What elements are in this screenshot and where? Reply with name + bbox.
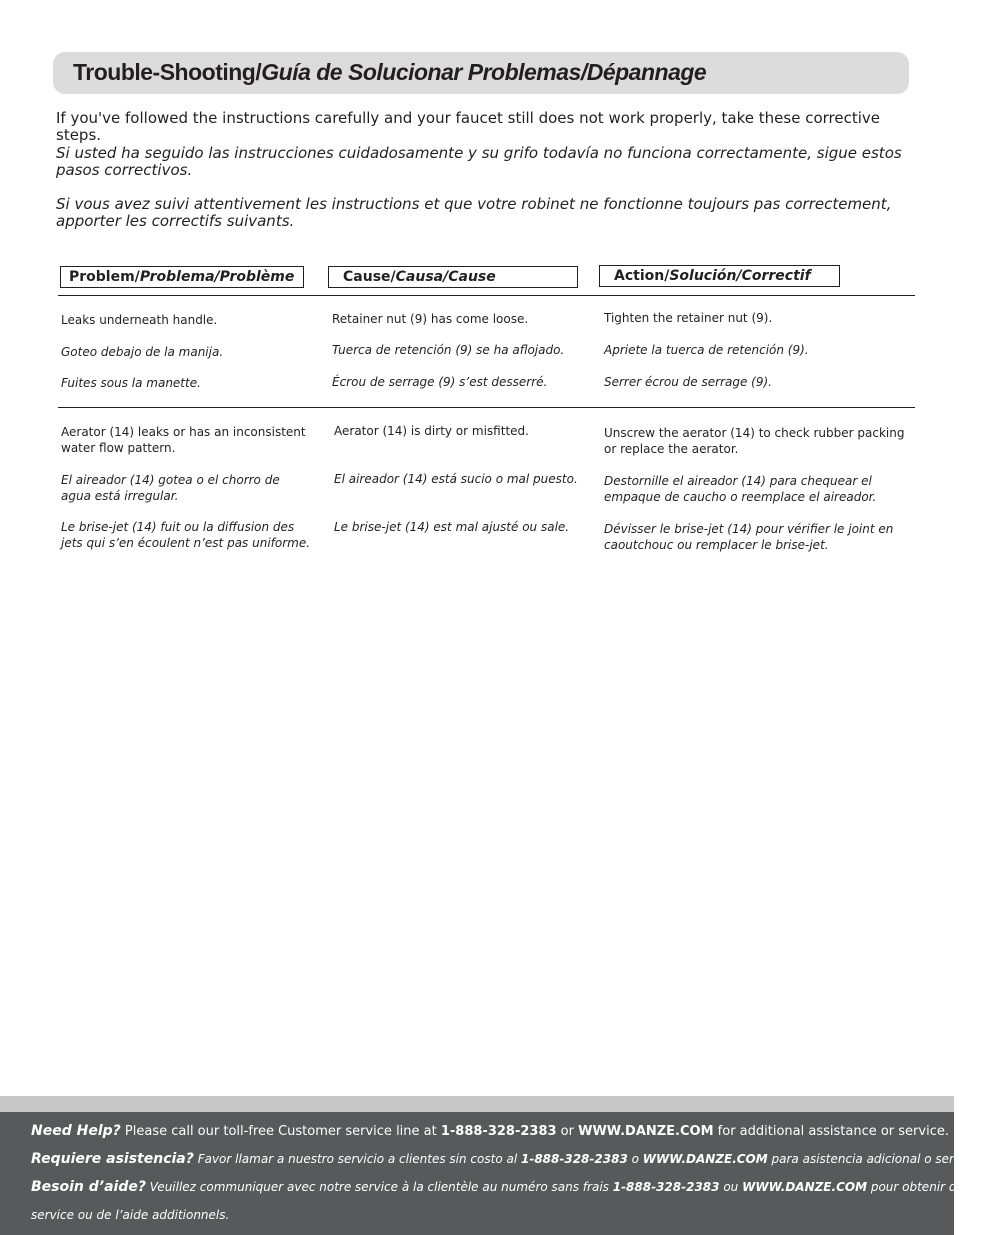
row2-action-es: Destornille el aireador (14) para chequear el empaque de caucho o reemplace el aireador. — [604, 474, 877, 504]
row1-problem-fr: Fuites sous la manette. — [61, 376, 201, 390]
page-title — [73, 59, 706, 86]
row2-cause-fr: Le brise-jet (14) est mal ajusté ou sale. — [334, 520, 570, 534]
row2-cause-es: El aireador (14) está sucio o mal puesto. — [334, 472, 578, 486]
row2-cause-en: Aerator (14) is dirty or misfitted. — [334, 424, 529, 438]
header-divider — [58, 295, 915, 296]
header-action: Action/Solución/Correctif — [599, 265, 840, 287]
row1-action-es: Apriete la tuerca de retención (9). — [604, 343, 809, 357]
help-line-fr-cont: service ou de l’aide additionnels. — [31, 1208, 230, 1222]
website-link[interactable]: WWW.DANZE.COM — [578, 1124, 714, 1139]
header-cause: Cause/Causa/Cause — [328, 266, 578, 288]
website-link[interactable]: WWW.DANZE.COM — [642, 1152, 768, 1166]
row2-problem-en: Aerator (14) leaks or has an inconsistent water flow pattern. — [61, 425, 306, 455]
row1-problem-es: Goteo debajo de la manija. — [61, 345, 224, 359]
intro-en: If you've followed the instructions carefully and your faucet still does not work properly, take these corrective steps. — [56, 109, 880, 144]
row1-action-fr: Serrer écrou de serrage (9). — [604, 375, 772, 389]
footer-band — [0, 1096, 954, 1112]
website-link[interactable]: WWW.DANZE.COM — [742, 1180, 868, 1194]
row2-problem-es: El aireador (14) gotea o el chorro de agua está irregular. — [61, 473, 280, 503]
row2-action-fr: Dévisser le brise-jet (14) pour vérifier le joint en caoutchouc ou remplacer le brise-jet. — [604, 522, 894, 552]
phone-number[interactable]: 1-888-328-2383 — [612, 1180, 720, 1194]
header-problem: Problem/Problema/Problème — [60, 266, 304, 288]
title-es-fr: Guía de Solucionar Problemas/Dépannage — [261, 59, 707, 85]
row-divider — [58, 407, 915, 408]
title-bar — [53, 52, 909, 94]
row1-cause-en: Retainer nut (9) has come loose. — [332, 312, 529, 326]
help-line-en: Need Help? Please call our toll-free Customer service line at 1-888-328-2383 or WWW.DANZE.COM for additional assistance or service. — [31, 1123, 949, 1139]
intro-es: Si usted ha seguido las instrucciones cuidadosamente y su grifo todavía no funciona correctamente, sigue estos pasos correctivos. — [56, 144, 902, 179]
help-line-es: Requiere asistencia? Favor llamar a nuestro servicio a clientes sin costo al 1-888-328-2383 o WWW.DANZE.COM para asistencia adicional o servicio. — [31, 1151, 986, 1167]
row1-problem-en: Leaks underneath handle. — [61, 313, 218, 327]
intro-fr: Si vous avez suivi attentivement les instructions et que votre robinet ne fonctionne toujours pas correctement, apporter les correctifs suivants. — [56, 195, 892, 230]
phone-number[interactable]: 1-888-328-2383 — [521, 1152, 628, 1166]
row2-action-en: Unscrew the aerator (14) to check rubber packing or replace the aerator. — [604, 426, 905, 456]
row1-action-en: Tighten the retainer nut (9). — [604, 311, 773, 325]
row2-problem-fr: Le brise-jet (14) fuit ou la diffusion des jets qui s’en écoulent n’est pas uniforme. — [61, 520, 311, 550]
title-en: Trouble-Shooting/ — [73, 59, 262, 85]
phone-number[interactable]: 1-888-328-2383 — [440, 1124, 557, 1139]
row1-cause-es: Tuerca de retención (9) se ha aflojado. — [332, 343, 565, 357]
help-line-fr: Besoin d’aide? Veuillez communiquer avec notre service à la clientèle au numéro sans frais 1-888-328-2383 ou WWW.DANZE.COM pour obtenir du — [31, 1179, 965, 1195]
row1-cause-fr: Écrou de serrage (9) s’est desserré. — [332, 375, 548, 389]
